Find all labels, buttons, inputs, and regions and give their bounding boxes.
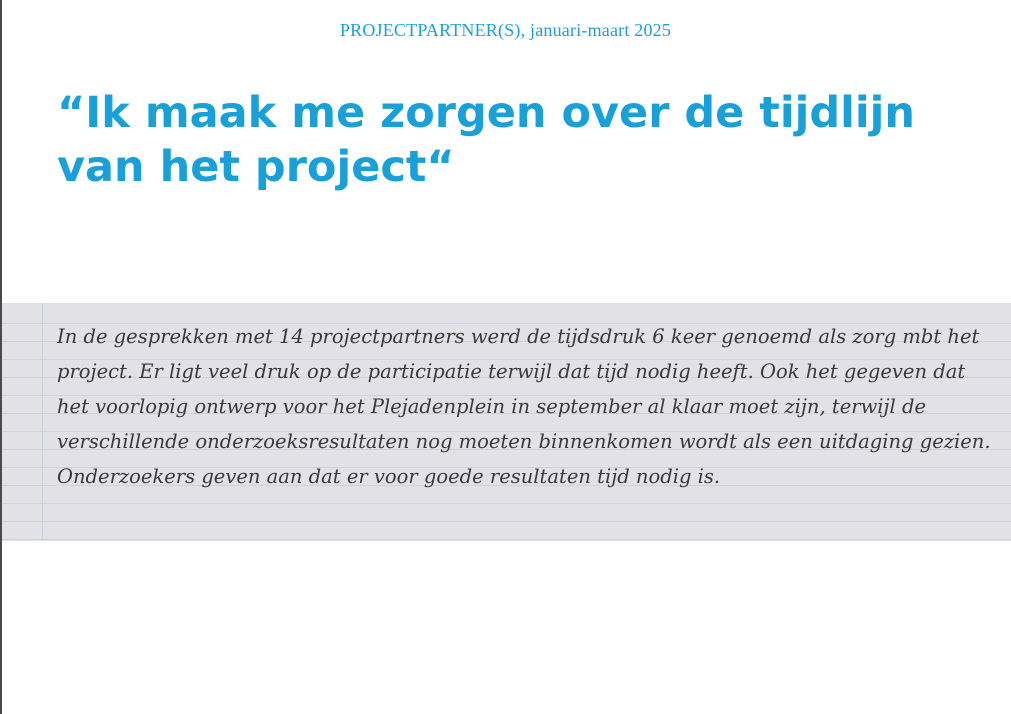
notebook-panel <box>2 303 1011 541</box>
quote-title: “Ik maak me zorgen over de tijdlijn van het project“ <box>57 88 915 192</box>
body-paragraph: In de gesprekken met 14 projectpartners werd de tijdsdruk 6 keer genoemd als zorg mbt het project. Er ligt veel druk op de participatie terwijl dat tijd nodig heeft. Ook het gegeven dat het voorlopig ontwerp voor het Plejadenplein in september al klaar moet zijn, terwijl de verschillende onderzoeksresultaten nog moeten binnenkomen wordt als een uitdaging gezien. Onderzoekers geven aan dat er voor goede resultaten tijd nodig is. <box>57 325 991 488</box>
notebook-margin-line <box>42 303 43 541</box>
page-subtitle: PROJECTPARTNER(S), januari-maart 2025 <box>339 20 672 40</box>
